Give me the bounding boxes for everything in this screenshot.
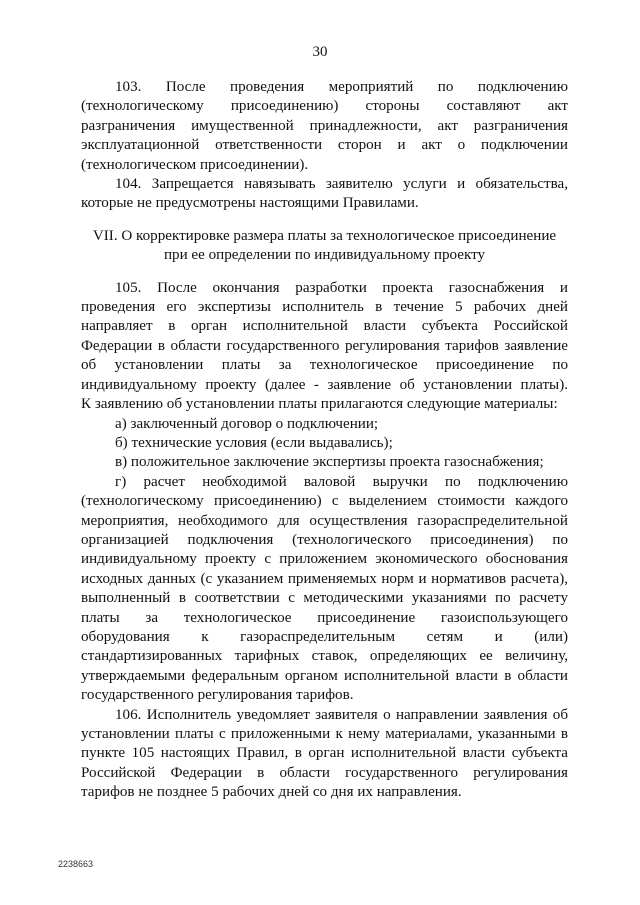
section-heading: VII. О корректировке размера платы за технологическое присоединение при ее определении по индивидуальному проекту: [92, 227, 557, 264]
paragraph-104: 104. Запрещается навязывать заявителю услуги и обязательства, которые не предусмотрены настоящими Правилами.: [81, 176, 568, 212]
list-item-v: в) положительное заключение экспертизы проекта газоснабжения;: [115, 454, 544, 471]
list-item-g: г) расчет необходимой валовой выручки по подключению (технологическому присоединению) с выделением стоимости каждого мероприятия, необходимого для осуществления газораспределительной организацией подключения (технологического присоединения) по индивидуальному проекту с приложением экономического обоснования исходных данных (с указанием применяемых норм и нормативов расчета), выполненный в соответствии с методическими указаниями по расчету платы за технологическое присоединение газоиспользующего оборудования к газораспределительным сетям и (или) стандартизированных тарифных ставок, определяющих ее величину, утверждаемыми федеральным органом исполнительной власти в области государственного регулирования тарифов.: [81, 473, 568, 704]
page-number: 30: [312, 44, 328, 60]
paragraph-103: 103. После проведения мероприятий по подключению (технологическому присоединению) стороны составляют акт разграничения имущественной принадлежности, акт разграничения эксплуатационной ответственности сторон и акт о подключении (технологическом присоединении).: [81, 79, 568, 173]
spacer: [81, 214, 568, 227]
document-code: 2238663: [58, 859, 94, 869]
spacer: [81, 266, 568, 279]
paragraph-105: 105. После окончания разработки проекта газоснабжения и проведения его экспертизы исполнитель в течение 5 рабочих дней направляет в орган исполнительной власти субъекта Российской Федерации в области государственного регулирования тарифов заявление об установлении платы за технологическое присоединение по индивидуальному проекту (далее - заявление об установлении платы).: [81, 279, 568, 393]
document-body: [81, 78, 568, 803]
paragraph-106: 106. Исполнитель уведомляет заявителя о направлении заявления об установлении платы с приложенными к нему материалами, указанными в пункте 105 настоящих Правил, в орган исполнительной власти субъекта Российской Федерации в области государственного регулирования тарифов не позднее 5 рабочих дней со дня их направления.: [81, 706, 568, 801]
paragraph-105-materials: К заявлению об установлении платы прилагаются следующие материалы:: [81, 396, 558, 413]
list-item-b: б) технические условия (если выдавались);: [115, 434, 393, 451]
list-item-a: а) заключенный договор о подключении;: [115, 415, 379, 432]
